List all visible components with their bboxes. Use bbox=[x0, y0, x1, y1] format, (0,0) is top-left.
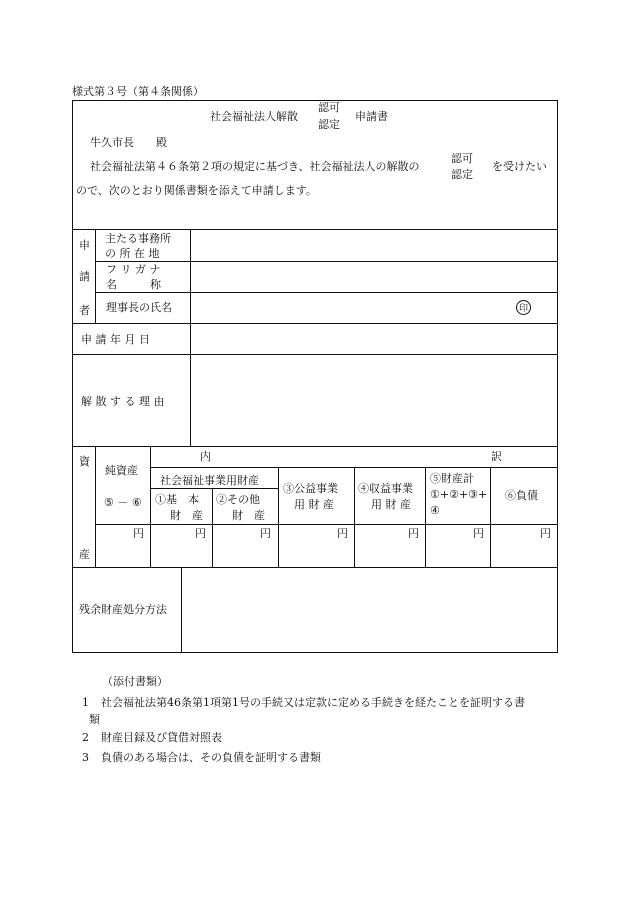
applicant-label-2: 請 bbox=[79, 270, 90, 283]
yen-unit-profit: 円 bbox=[408, 527, 419, 540]
profit-property-header-1: ④収益事業 bbox=[358, 482, 413, 495]
attachment-text-cont: 類 bbox=[89, 713, 100, 726]
yen-unit-other: 円 bbox=[260, 527, 271, 540]
request-text-line2: ので、次のとおり関係書類を添えて申請します。 bbox=[76, 184, 317, 197]
yen-unit-liabilities: 円 bbox=[540, 527, 551, 540]
form-title: 社会福祉法人解散 bbox=[210, 110, 298, 123]
yen-unit-public: 円 bbox=[337, 527, 348, 540]
breakdown-label-2: 訳 bbox=[491, 450, 502, 463]
attachment-text: 社会福祉法第46条第1項第1号の手続又は定款に定める手続きを経たことを証明する書 bbox=[101, 696, 525, 709]
body-choice-approval: 認可 bbox=[451, 152, 473, 165]
basic-property-header-1: ①基 本 bbox=[155, 493, 199, 506]
request-text-line1: 社会福祉法第４６条第２項の規定に基づき、社会福祉法人の解散の bbox=[90, 160, 420, 173]
attachment-number: 1 bbox=[82, 696, 89, 709]
yen-unit-total: 円 bbox=[473, 527, 484, 540]
public-property-header-2: 用 財 産 bbox=[294, 498, 334, 511]
attachment-text: 財産目録及び貸借対照表 bbox=[101, 731, 222, 744]
residual-disposal-label: 残余財産処分方法 bbox=[79, 603, 167, 616]
breakdown-label-1: 内 bbox=[200, 450, 211, 463]
net-assets-formula: ⑤ － ⑥ bbox=[104, 496, 142, 509]
basic-property-header-2: 財 産 bbox=[170, 509, 203, 522]
body-choice-certification: 認定 bbox=[451, 168, 473, 181]
title-choice-certification: 認定 bbox=[318, 118, 340, 131]
welfare-property-header: 社会福祉事業用財産 bbox=[160, 474, 259, 487]
chair-name-label: 理事長の氏名 bbox=[106, 301, 172, 314]
addressee: 牛久市長 殿 bbox=[90, 136, 167, 149]
profit-property-header-2: 用 財 産 bbox=[371, 498, 411, 511]
attachment-text: 負債のある場合は、その負債を証明する書類 bbox=[101, 751, 321, 764]
attachments-heading: （添付書類） bbox=[102, 675, 168, 688]
other-property-header-2: 財 産 bbox=[232, 509, 265, 522]
assets-label-2: 産 bbox=[79, 548, 90, 561]
dissolution-reason-label: 解 散 す る 理 由 bbox=[81, 395, 165, 408]
yen-unit-basic: 円 bbox=[195, 527, 206, 540]
office-label-2: の 所 在 地 bbox=[105, 247, 160, 260]
furigana-label: フ リ ガ ナ bbox=[106, 263, 161, 276]
form-number: 様式第３号（第４条関係） bbox=[72, 85, 204, 98]
total-property-header-3: ④ bbox=[430, 504, 440, 517]
public-property-header-1: ③公益事業 bbox=[283, 482, 338, 495]
total-property-header-2: ①+②+③+ bbox=[430, 488, 488, 501]
total-property-header-1: ⑤財産計 bbox=[430, 472, 474, 485]
attachment-number: 2 bbox=[82, 731, 89, 744]
title-suffix: 申請書 bbox=[355, 110, 388, 123]
office-label-1: 主たる事務所 bbox=[105, 232, 171, 245]
title-choice-approval: 認可 bbox=[318, 101, 340, 114]
liabilities-header: ⑥負債 bbox=[505, 489, 538, 502]
assets-label-1: 資 bbox=[79, 455, 90, 468]
applicant-label-3: 者 bbox=[79, 304, 90, 317]
application-date-label: 申 請 年 月 日 bbox=[81, 333, 150, 346]
attachment-number: 3 bbox=[82, 751, 89, 764]
yen-unit-net: 円 bbox=[133, 527, 144, 540]
request-text-suffix: を受けたい bbox=[492, 160, 547, 173]
applicant-label-1: 申 bbox=[79, 239, 90, 252]
seal-mark: 印 bbox=[516, 300, 531, 315]
other-property-header-1: ②その他 bbox=[216, 493, 260, 506]
net-assets-label: 純資産 bbox=[105, 464, 138, 477]
name-label: 名 称 bbox=[106, 278, 161, 291]
